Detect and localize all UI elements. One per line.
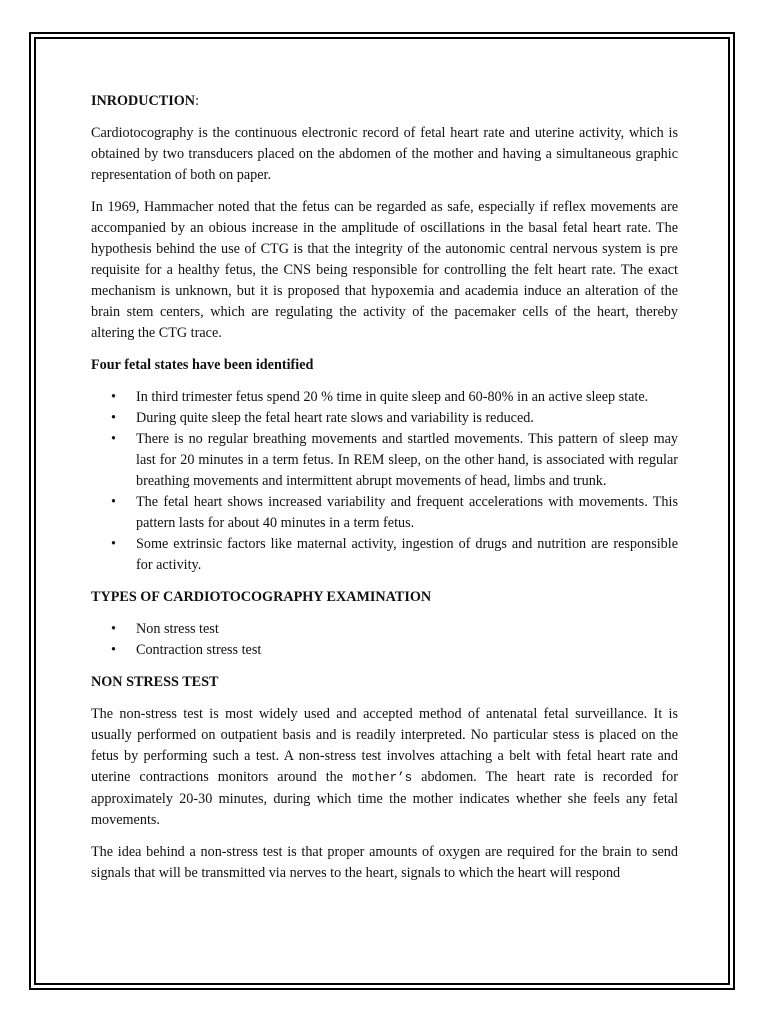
nst-paragraph-1-part-a: The non-stress test is most widely used and accepted method of antenatal fetal surveillance. It is usually performed on outpatient basis and is readily interpreted. No particular stess is placed on the fetus by performing such a test. A non-stress test involves attaching a belt with fetal heart rate and uterine contractions monitors around the	[91, 706, 678, 785]
fetal-states-list	[91, 387, 678, 576]
introduction-heading	[91, 91, 678, 112]
non-stress-test-heading: NON STRESS TEST	[91, 674, 219, 690]
list-item: • In third trimester fetus spend 20 % time in quite sleep and 60-80% in an active sleep state.	[91, 387, 678, 408]
list-item: • There is no regular breathing movements and startled movements. This pattern of sleep may last for 20 minutes in a term fetus. In REM sleep, on the other hand, is associated with regular breathing movements and intermittent abrupt movements of head, limbs and trunk.	[91, 429, 678, 492]
exam-types-heading: TYPES OF CARDIOTOCOGRAPHY EXAMINATION	[91, 589, 432, 605]
list-item: • Some extrinsic factors like maternal activity, ingestion of drugs and nutrition are responsible for activity.	[91, 534, 678, 576]
fetal-states-heading: Four fetal states have been identified	[91, 357, 314, 373]
nst-paragraph-2: The idea behind a non-stress test is that proper amounts of oxygen are required for the brain to send signals that will be transmitted via nerves to the heart, signals to which the heart will respond	[91, 844, 678, 881]
list-item: • The fetal heart shows increased variability and frequent accelerations with movements. This pattern lasts for about 40 minutes in a term fetus.	[91, 492, 678, 534]
nst-paragraph-1-mothers: mother’s	[352, 771, 413, 785]
nst-paragraph-1	[91, 704, 678, 831]
nst-paragraph-1-part-b: abdomen. The heart rate is recorded for approximately 20-30 minutes, during which time the mother indicates whether she feels any fetal movements.	[91, 769, 678, 828]
introduction-heading-text: INRODUCTION	[91, 93, 196, 109]
intro-paragraph-2: In 1969, Hammacher noted that the fetus can be regarded as safe, especially if reflex movements are accompanied by an obious increase in the amplitude of oscillations in the basal fetal heart rate. The hypothesis behind the use of CTG is that the integrity of the autonomic central nervous system is pre requisite for a healthy fetus, the CNS being responsible for controlling the felt heart rate. The exact mechanism is unknown, but it is proposed that hypoxemia and academia induce an alteration of the brain stem centers, which are regulating the activity of the pacemaker cells of the heart, thereby altering the CTG trace.	[91, 199, 678, 341]
exam-types-list	[91, 619, 678, 661]
intro-paragraph-1: Cardiotocography is the continuous electronic record of fetal heart rate and uterine activity, which is obtained by two transducers placed on the abdomen of the mother and having a simultaneous graphic representation of both on paper.	[91, 125, 678, 183]
document-body	[91, 91, 678, 895]
list-item: • Contraction stress test	[91, 640, 678, 661]
introduction-heading-colon: :	[195, 93, 200, 109]
list-item: • During quite sleep the fetal heart rate slows and variability is reduced.	[91, 408, 678, 429]
list-item: • Non stress test	[91, 619, 678, 640]
